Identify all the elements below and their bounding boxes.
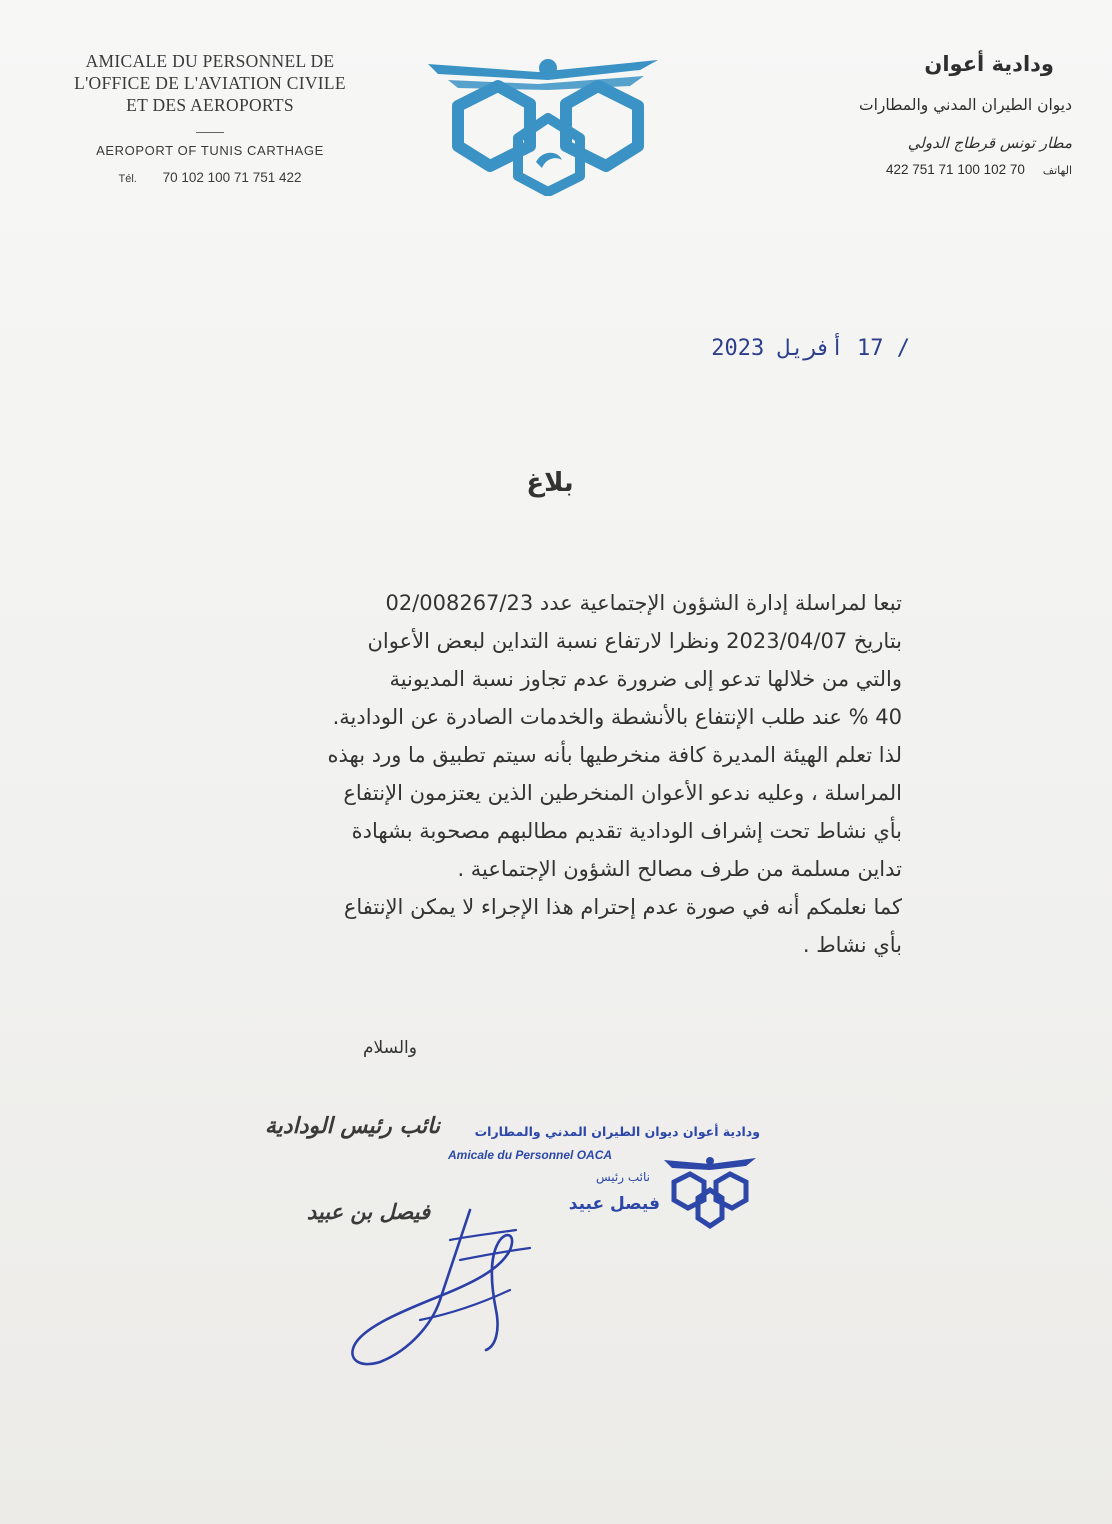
phone-ar [752, 162, 1072, 177]
announcement-body [186, 584, 902, 964]
letterhead-right [752, 52, 1072, 177]
org-name-ar-line1: ودادية أعوان [924, 52, 1054, 76]
org-name-fr-line2: L'OFFICE DE L'AVIATION CIVILE [74, 73, 346, 93]
phone-label-ar: الهاتف [1042, 164, 1072, 177]
signatory-title: نائب رئيس الودادية [264, 1114, 440, 1139]
stamp-logo-icon [660, 1152, 760, 1236]
phone-numbers-ar: 70 102 100 71 751 422 [885, 162, 1025, 177]
handwritten-signature [340, 1200, 580, 1370]
oaca-logo-icon [418, 46, 678, 196]
body-line: تبعا لمراسلة إدارة الشؤون الإجتماعية عدد 02/008267/23 [385, 591, 902, 615]
org-name-ar-line2: ديوان الطيران المدني والمطارات [858, 96, 1072, 114]
stamp-role: نائب رئيس [596, 1170, 650, 1184]
body-line: المراسلة ، وعليه ندعو الأعوان المنخرطين الذين يعتزمون الإنتفاع [343, 781, 902, 805]
airport-name-ar: مطار تونس قرطاج الدولي [907, 134, 1072, 152]
stamp-org-fr: Amicale du Personnel OACA [448, 1148, 613, 1162]
phone-fr [40, 170, 380, 185]
phone-label-fr: Tél. [118, 173, 137, 185]
document-date: / 17 أفريل 2023 [711, 336, 910, 361]
body-line: كما نعلمكم أنه في صورة عدم إحترام هذا الإجراء لا يمكن الإنتفاع [343, 895, 902, 919]
org-name-fr-line1: AMICALE DU PERSONNEL DE [85, 51, 335, 71]
closing-greeting: والسلام [363, 1038, 417, 1058]
airport-name-fr: AEROPORT OF TUNIS CARTHAGE [96, 143, 324, 158]
body-line: بأي نشاط . [802, 933, 902, 957]
body-line: بتاريخ 2023/04/07 ونظرا لارتفاع نسبة التداين لبعض الأعوان [367, 629, 902, 653]
letterhead-left [40, 50, 380, 185]
stamp-name: فيصل عبيد [568, 1194, 660, 1214]
body-line: تداين مسلمة من طرف مصالح الشؤون الإجتماعية . [457, 857, 902, 881]
phone-numbers-fr: 70 102 100 71 751 422 [162, 170, 302, 185]
signatory-name: فيصل بن عبيد [306, 1200, 430, 1224]
body-line: لذا تعلم الهيئة المديرة كافة منخرطيها بأنه سيتم تطبيق ما ورد بهذه [327, 743, 902, 767]
stamp-org-ar: ودادية أعوان ديوان الطيران المدني والمطارات [474, 1124, 760, 1139]
body-line: والتي من خلالها تدعو إلى ضرورة عدم تجاوز نسبة المديونية [389, 667, 902, 691]
org-name-fr-line3: ET DES AEROPORTS [126, 95, 294, 115]
header-divider [196, 132, 224, 133]
document-title: بلاغ [526, 468, 574, 498]
body-line: بأي نشاط تحت إشراف الودادية تقديم مطالبهم مصحوبة بشهادة [351, 819, 902, 843]
body-line: 40 % عند طلب الإنتفاع بالأنشطة والخدمات الصادرة عن الودادية. [332, 705, 902, 729]
